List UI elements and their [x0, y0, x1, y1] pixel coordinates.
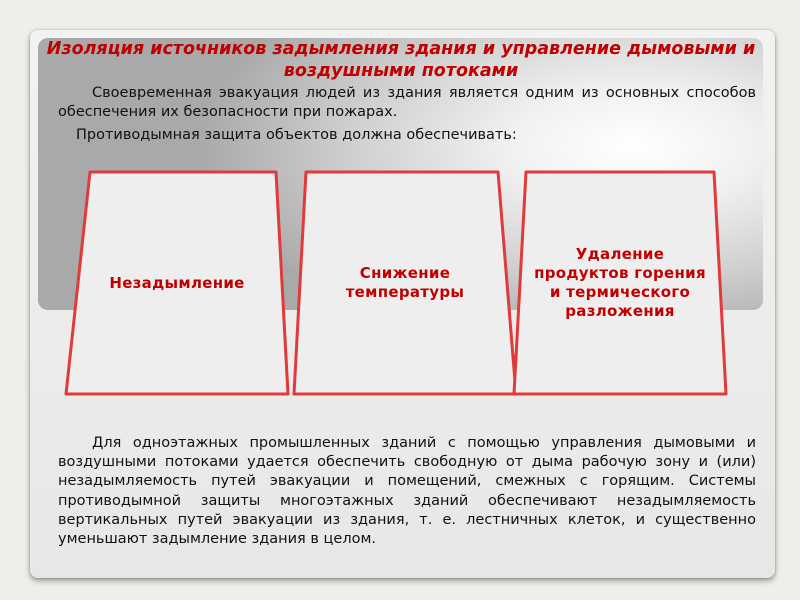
card-combustion-products	[512, 170, 728, 396]
card-no-smoke	[64, 170, 290, 396]
intro-paragraph: Своевременная эвакуация людей из здания является одним из основных способов обеспечения их безопасности при пожарах.	[58, 85, 756, 120]
slide-title: Изоляция источников задымления здания и управление дымовыми и воздушными потоками	[46, 39, 756, 81]
card-label: Незадымление	[109, 273, 245, 292]
intro-paragraph-2: Противодымная защита объектов должна обеспечивать:	[76, 127, 517, 143]
card-label: Удаление продуктов горения и термического разложения	[534, 245, 706, 320]
card-temperature	[292, 170, 518, 396]
body-paragraph: Для одноэтажных промышленных зданий с помощью управления дымовыми и воздушными потоками удается обеспечить свободную от дыма рабочую зону и (или) незадымляемость путей эвакуации и помещений, смежных с горящим. Системы противодымной защиты многоэтажных зданий обеспечивают незадымляемость вертикальных путей эвакуации из здания, т. е. лестничных клеток, и существенно уменьшают задымление здания в целом.	[58, 435, 756, 548]
card-label: Снижение температуры	[345, 264, 465, 301]
